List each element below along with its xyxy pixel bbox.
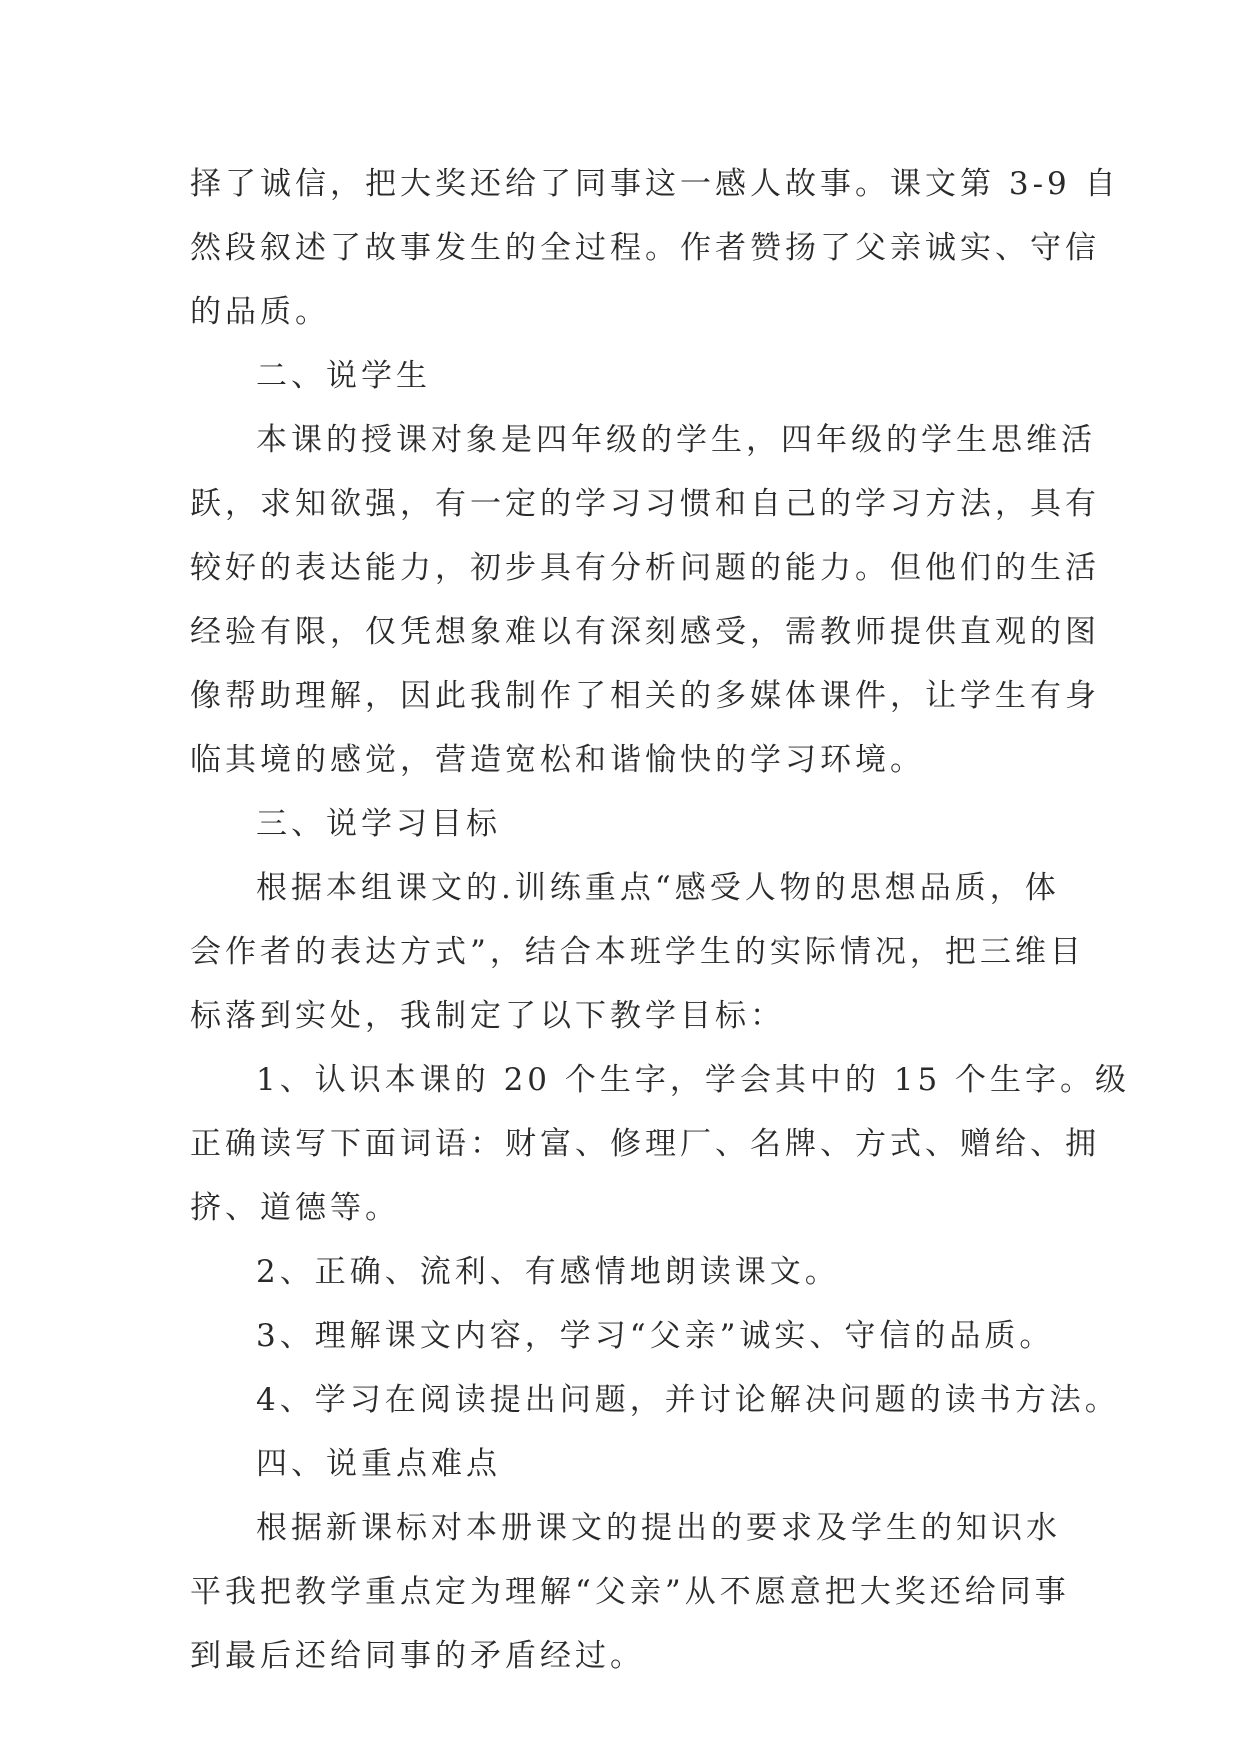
document-body: [190, 152, 1131, 1688]
text-line-16: 正确读写下面词语：财富、修理厂、名牌、方式、赠给、拥: [190, 1126, 1100, 1162]
text-line-7: 较好的表达能力，初步具有分析问题的能力。但他们的生活: [190, 550, 1100, 586]
text-line-12: 根据本组课文的.训练重点“感受人物的思想品质，体: [256, 870, 1060, 906]
text-line-6: 跃，求知欲强，有一定的学习习惯和自己的学习方法，具有: [190, 486, 1100, 522]
goal-item-4: 4、学习在阅读提出问题，并讨论解决问题的读书方法。: [256, 1382, 1120, 1418]
section-heading-key-points: 四、说重点难点: [256, 1446, 501, 1482]
text-line-8: 经验有限，仅凭想象难以有深刻感受，需教师提供直观的图: [190, 614, 1100, 650]
text-line-13: 会作者的表达方式”，结合本班学生的实际情况，把三维目: [190, 934, 1085, 970]
text-line-3: 的品质。: [190, 294, 330, 330]
text-line-17: 挤、道德等。: [190, 1190, 400, 1226]
text-line-1: 择了诚信，把大奖还给了同事这一感人故事。课文第 3-9 自: [190, 166, 1120, 202]
text-line-22: 根据新课标对本册课文的提出的要求及学生的知识水: [256, 1510, 1061, 1546]
section-heading-students: 二、说学生: [256, 358, 431, 394]
text-line-24: 到最后还给同事的矛盾经过。: [190, 1638, 645, 1674]
goal-item-2: 2、正确、流利、有感情地朗读课文。: [256, 1254, 840, 1290]
text-line-10: 临其境的感觉，营造宽松和谐愉快的学习环境。: [190, 742, 925, 778]
text-line-9: 像帮助理解，因此我制作了相关的多媒体课件，让学生有身: [190, 678, 1100, 714]
text-line-2: 然段叙述了故事发生的全过程。作者赞扬了父亲诚实、守信: [190, 230, 1100, 266]
goal-item-3: 3、理解课文内容，学习“父亲”诚实、守信的品质。: [256, 1318, 1055, 1354]
text-line-23: 平我把教学重点定为理解“父亲”从不愿意把大奖还给同事: [190, 1574, 1070, 1610]
text-line-5: 本课的授课对象是四年级的学生，四年级的学生思维活: [256, 422, 1096, 458]
goal-item-1: 1、认识本课的 20 个生字，学会其中的 15 个生字。级: [256, 1062, 1131, 1098]
text-line-14: 标落到实处，我制定了以下教学目标：: [190, 998, 785, 1034]
section-heading-goals: 三、说学习目标: [256, 806, 501, 842]
